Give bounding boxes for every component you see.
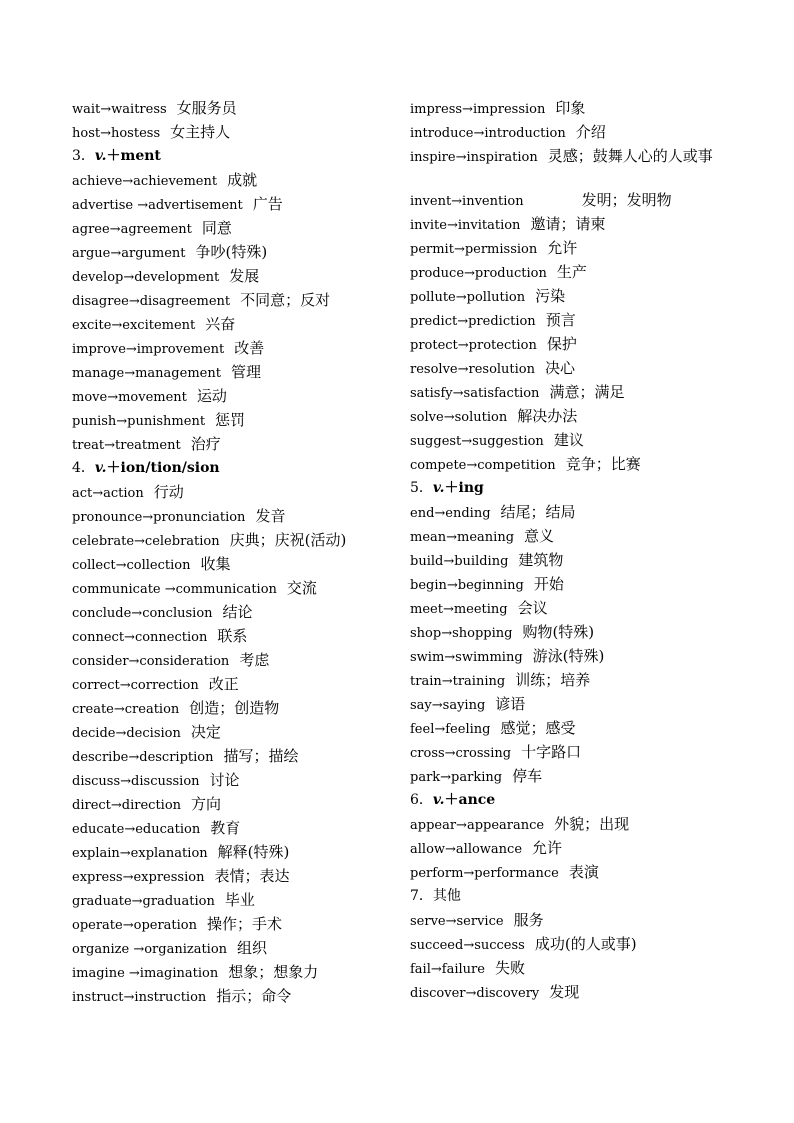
word-meaning: 同意 [201, 219, 232, 237]
word-pair: build→building [410, 554, 509, 569]
word-meaning: 方向 [191, 795, 222, 813]
word-pair: cross→crossing [410, 746, 512, 761]
word-pair: imagine →imagination [72, 966, 219, 981]
section-heading [410, 788, 740, 812]
word-pair: organize →organization [72, 942, 228, 957]
word-meaning: 建议 [553, 431, 584, 449]
word-entry [72, 192, 392, 216]
word-meaning: 发明；发明物 [581, 191, 672, 209]
word-meaning: 管理 [230, 363, 261, 381]
word-entry [410, 524, 740, 548]
word-entry [410, 548, 740, 572]
word-entry [72, 960, 392, 984]
word-meaning: 谚语 [495, 695, 526, 713]
word-entry [410, 212, 740, 236]
word-entry [72, 216, 392, 240]
word-pair: pronounce→pronunciation [72, 510, 246, 525]
word-pair: feel→feeling [410, 722, 491, 737]
word-pair: express→expression [72, 870, 205, 885]
word-entry [410, 836, 740, 860]
word-pair: correct→correction [72, 678, 199, 693]
suffix-rule: ＋ion/tion/sion [106, 460, 220, 476]
word-pair: produce→production [410, 266, 547, 281]
word-meaning: 女服务员 [176, 99, 237, 117]
word-pair: fail→failure [410, 962, 485, 977]
word-pair: argue→argument [72, 246, 186, 261]
word-meaning: 训练；培养 [515, 671, 591, 689]
word-meaning: 会议 [517, 599, 548, 617]
word-entry [72, 864, 392, 888]
word-meaning: 允许 [547, 239, 578, 257]
word-entry [410, 284, 740, 308]
word-entry [72, 408, 392, 432]
word-entry [410, 644, 740, 668]
word-pair: act→action [72, 486, 144, 501]
word-entry [72, 264, 392, 288]
word-meaning: 外貌；出现 [554, 815, 630, 833]
word-pair: introduce→introduction [410, 126, 566, 141]
word-pair: perform→performance [410, 866, 559, 881]
word-meaning: 惩罚 [215, 411, 246, 429]
word-pair: achieve→achievement [72, 174, 218, 189]
word-entry [410, 956, 740, 980]
word-pair: pollute→pollution [410, 290, 526, 305]
word-pair: appear→appearance [410, 818, 545, 833]
word-entry [72, 288, 392, 312]
section-number: 5． [410, 480, 433, 496]
word-meaning: 广告 [252, 195, 283, 213]
word-pair: decide→decision [72, 726, 181, 741]
word-meaning: 教育 [210, 819, 241, 837]
word-pair: satisfy→satisfaction [410, 386, 540, 401]
word-pair: consider→consideration [72, 654, 230, 669]
word-entry [72, 648, 392, 672]
word-entry [72, 384, 392, 408]
word-entry [410, 404, 740, 428]
word-meaning: 生产 [556, 263, 587, 281]
word-meaning: 解释(特殊) [217, 843, 290, 861]
part-of-speech: v. [94, 148, 107, 164]
word-entry [410, 908, 740, 932]
word-pair: operate→operation [72, 918, 198, 933]
word-meaning: 女主持人 [170, 123, 231, 141]
word-pair: communicate →communication [72, 582, 277, 597]
word-entry [72, 168, 392, 192]
word-pair: instruct→instruction [72, 990, 207, 1005]
word-meaning: 竞争；比赛 [565, 455, 641, 473]
word-pair: conclude→conclusion [72, 606, 213, 621]
word-meaning: 联系 [217, 627, 248, 645]
word-meaning: 组织 [237, 939, 268, 957]
word-meaning: 十字路口 [521, 743, 582, 761]
word-meaning: 庆典；庆祝(活动) [229, 531, 347, 549]
section-number: 6． [410, 792, 433, 808]
word-meaning: 争吵(特殊) [195, 243, 268, 261]
word-entry [410, 96, 740, 120]
word-entry [72, 312, 392, 336]
word-meaning: 意义 [524, 527, 555, 545]
word-meaning: 预言 [545, 311, 576, 329]
word-meaning: 表情；表达 [214, 867, 290, 885]
word-pair: meet→meeting [410, 602, 508, 617]
word-entry [72, 744, 392, 768]
word-pair: allow→allowance [410, 842, 523, 857]
word-entry [72, 120, 392, 144]
word-entry [410, 260, 740, 284]
word-meaning: 表演 [568, 863, 599, 881]
word-entry [410, 812, 740, 836]
word-pair: develop→development [72, 270, 220, 285]
word-meaning: 解决办法 [517, 407, 578, 425]
word-pair: celebrate→celebration [72, 534, 220, 549]
word-meaning: 结尾；结局 [500, 503, 576, 521]
word-pair: train→training [410, 674, 506, 689]
section-number: 3． [72, 148, 95, 164]
word-pair: host→hostess [72, 126, 161, 141]
word-meaning: 发音 [255, 507, 286, 525]
word-entry [72, 432, 392, 456]
word-entry [72, 552, 392, 576]
word-meaning: 改善 [234, 339, 265, 357]
word-pair: educate→education [72, 822, 201, 837]
word-entry [410, 332, 740, 356]
word-pair: create→creation [72, 702, 180, 717]
word-meaning: 失败 [494, 959, 525, 977]
word-entry [72, 720, 392, 744]
word-pair: predict→prediction [410, 314, 536, 329]
word-pair: disagree→disagreement [72, 294, 231, 309]
word-meaning: 开始 [533, 575, 564, 593]
word-pair: move→movement [72, 390, 187, 405]
word-meaning: 发现 [549, 983, 580, 1001]
word-entry [410, 860, 740, 884]
part-of-speech: v. [94, 460, 107, 476]
word-entry [410, 452, 740, 476]
word-entry [72, 984, 392, 1008]
word-meaning: 成功(的人或事) [534, 935, 637, 953]
word-entry [72, 528, 392, 552]
word-entry [410, 620, 740, 644]
word-entry [72, 816, 392, 840]
word-pair: manage→management [72, 366, 221, 381]
word-pair: advertise →advertisement [72, 198, 243, 213]
word-pair: mean→meaning [410, 530, 515, 545]
word-entry [410, 668, 740, 692]
left-column [72, 96, 392, 1008]
word-meaning: 创造；创造物 [189, 699, 280, 717]
word-pair: succeed→success [410, 938, 525, 953]
word-meaning: 治疗 [190, 435, 221, 453]
word-meaning: 想象；想象力 [228, 963, 319, 981]
word-entry [410, 428, 740, 452]
word-pair: discover→discovery [410, 986, 540, 1001]
word-entry [410, 764, 740, 788]
word-meaning: 服务 [513, 911, 544, 929]
word-entry [410, 500, 740, 524]
section-heading: 7．其他 [410, 888, 461, 904]
suffix-rule: ＋ing [444, 480, 484, 496]
word-pair: connect→connection [72, 630, 208, 645]
word-meaning: 印象 [555, 99, 586, 117]
word-entry [410, 356, 740, 380]
word-meaning: 灵感；鼓舞人心的人或事 [547, 147, 713, 165]
word-entry [72, 336, 392, 360]
word-pair: describe→description [72, 750, 214, 765]
word-entry [72, 768, 392, 792]
word-meaning: 运动 [196, 387, 227, 405]
word-entry [72, 576, 392, 600]
word-pair: wait→waitress [72, 102, 167, 117]
word-meaning: 结论 [222, 603, 253, 621]
part-of-speech: v. [432, 480, 445, 496]
word-pair: discuss→discussion [72, 774, 200, 789]
word-pair: treat→treatment [72, 438, 181, 453]
word-pair: invent→invention [410, 194, 524, 209]
word-entry [410, 596, 740, 620]
word-meaning: 讨论 [209, 771, 240, 789]
word-meaning: 兴奋 [205, 315, 236, 333]
word-meaning: 购物(特殊) [522, 623, 595, 641]
word-meaning: 发展 [229, 267, 260, 285]
word-pair: inspire→inspiration [410, 150, 538, 165]
word-meaning: 考虑 [239, 651, 270, 669]
word-meaning: 建筑物 [518, 551, 564, 569]
word-entry [72, 240, 392, 264]
word-meaning: 不同意；反对 [240, 291, 331, 309]
word-entry [72, 888, 392, 912]
word-pair: explain→explanation [72, 846, 208, 861]
word-entry [410, 716, 740, 740]
word-entry [72, 792, 392, 816]
word-entry [72, 696, 392, 720]
word-pair: end→ending [410, 506, 491, 521]
word-pair: impress→impression [410, 102, 546, 117]
word-meaning: 满意；满足 [549, 383, 625, 401]
word-entry [72, 480, 392, 504]
word-pair: invite→invitation [410, 218, 521, 233]
word-meaning: 操作；手术 [207, 915, 283, 933]
word-entry [410, 308, 740, 332]
word-entry [410, 120, 740, 144]
word-entry [72, 96, 392, 120]
word-meaning: 停车 [512, 767, 543, 785]
word-pair: direct→direction [72, 798, 182, 813]
word-meaning: 决心 [545, 359, 576, 377]
word-entry [410, 572, 740, 596]
word-pair: improve→improvement [72, 342, 225, 357]
word-pair: graduate→graduation [72, 894, 215, 909]
word-pair: excite→excitement [72, 318, 196, 333]
word-meaning: 成就 [227, 171, 258, 189]
word-meaning: 行动 [153, 483, 184, 501]
word-entry [72, 936, 392, 960]
word-meaning: 允许 [532, 839, 563, 857]
right-column [410, 96, 740, 1004]
word-entry [410, 380, 740, 404]
word-entry [72, 360, 392, 384]
word-meaning: 污染 [535, 287, 566, 305]
word-entry [72, 624, 392, 648]
word-pair: solve→solution [410, 410, 508, 425]
word-entry [410, 740, 740, 764]
word-pair: begin→beginning [410, 578, 524, 593]
word-entry [410, 692, 740, 716]
word-pair: suggest→suggestion [410, 434, 544, 449]
word-entry [72, 912, 392, 936]
word-entry [410, 188, 740, 212]
word-pair: agree→agreement [72, 222, 192, 237]
word-pair: swim→swimming [410, 650, 523, 665]
word-pair: protect→protection [410, 338, 537, 353]
word-entry [410, 980, 740, 1004]
word-meaning: 决定 [190, 723, 221, 741]
suffix-rule: ＋ment [106, 148, 161, 164]
word-pair: shop→shopping [410, 626, 513, 641]
word-meaning: 交流 [286, 579, 317, 597]
word-entry [410, 236, 740, 260]
word-meaning: 保护 [546, 335, 577, 353]
section-number: 4． [72, 460, 95, 476]
word-meaning: 指示；命令 [216, 987, 292, 1005]
word-meaning: 邀请；请柬 [530, 215, 606, 233]
word-entry [410, 932, 740, 956]
word-meaning: 收集 [200, 555, 231, 573]
word-entry [410, 144, 740, 168]
word-pair: serve→service [410, 914, 504, 929]
word-entry [72, 504, 392, 528]
suffix-rule: ＋ance [444, 792, 496, 808]
word-pair: punish→punishment [72, 414, 206, 429]
word-entry [72, 840, 392, 864]
word-meaning: 游泳(特殊) [532, 647, 605, 665]
word-pair: collect→collection [72, 558, 191, 573]
word-meaning: 描写；描绘 [223, 747, 299, 765]
section-heading [72, 144, 392, 168]
section-heading [410, 476, 740, 500]
word-entry [72, 600, 392, 624]
word-pair: park→parking [410, 770, 503, 785]
word-entry [72, 672, 392, 696]
word-meaning: 感觉；感受 [500, 719, 576, 737]
word-pair: compete→competition [410, 458, 556, 473]
word-meaning: 改正 [208, 675, 239, 693]
word-meaning: 毕业 [224, 891, 255, 909]
word-meaning: 介绍 [575, 123, 606, 141]
word-pair: permit→permission [410, 242, 538, 257]
word-pair: say→saying [410, 698, 486, 713]
section-heading [72, 456, 392, 480]
word-pair: resolve→resolution [410, 362, 536, 377]
part-of-speech: v. [432, 792, 445, 808]
